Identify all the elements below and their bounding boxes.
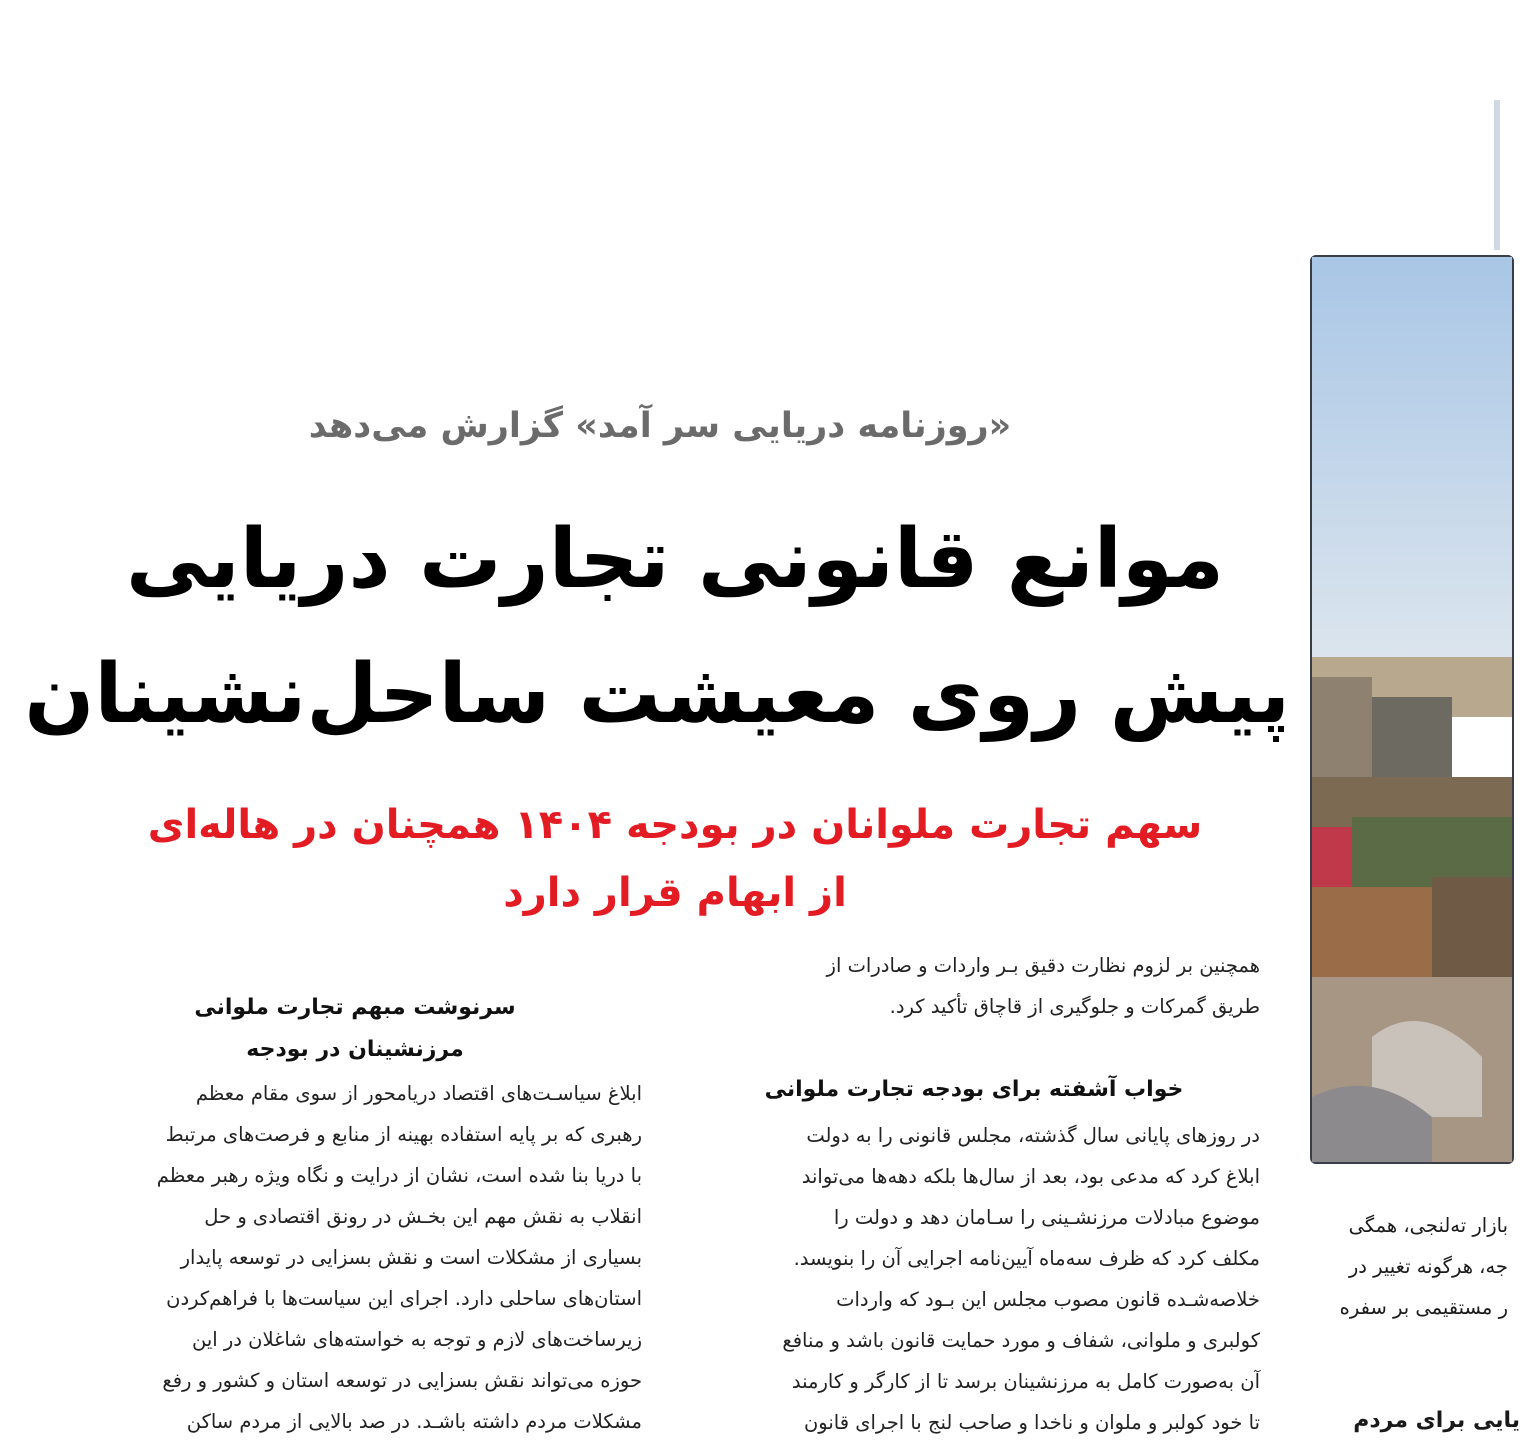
section-title-left-1: سرنوشت مبهم تجارت ملوانی (194, 995, 516, 1020)
body-line: آن به‌صورت کامل به مرزنشینان برسد تا از کارگر و کارمند (791, 1370, 1260, 1393)
body-line: ابلاغ کرد که مدعی بود، بعد از سال‌ها بلکه دهه‌ها می‌تواند (801, 1165, 1260, 1188)
column-left-body (68, 1073, 642, 1442)
intro-line: همچنین بر لزوم نظارت دقیق بـر واردات و صادرات از (826, 954, 1260, 977)
body-line: مکلف کرد که ظرف سه‌ماه آیین‌نامه اجرایی آن را بنویسد. (793, 1247, 1260, 1270)
body-line: کولبری و ملوانی، شفاف و مورد حمایت قانون باشد و منافع (782, 1329, 1260, 1352)
body-line: بسیاری از مشکلات است و نقش بسزایی در توسعه پایدار (180, 1246, 642, 1269)
body-line: ر مستقیمی بر سفره (1339, 1296, 1508, 1319)
intro-line: طریق گمرکات و جلوگیری از قاچاق تأکید کرد. (889, 995, 1260, 1018)
harbor-photo (1310, 255, 1514, 1164)
headline-line-1: موانع قانونی تجارت دریایی (125, 512, 1225, 607)
body-line: موضوع مبادلات مرزنشـینی را سـامان دهد و دولت را (833, 1206, 1260, 1229)
body-line: با دریا بنا شده است، نشان از درایت و نگاه ویژه رهبر معظم (156, 1164, 642, 1187)
body-line: خلاصه‌شـده قانون مصوب مجلس این بـود که واردات (836, 1288, 1260, 1311)
subheadline-line-1: سهم تجارت ملوانان در بودجه ۱۴۰۴ همچنان در هاله‌ای (147, 802, 1203, 848)
body-line: استان‌های ساحلی دارد. اجرای این سیاست‌ها با فراهم‌کردن (166, 1287, 642, 1310)
harbor-photo-illustration (1312, 257, 1512, 1162)
headline-line-2: پیش روی معیشت ساحل‌نشینان (24, 647, 1290, 742)
body-line: زیرساخت‌های لازم و توجه به خواسته‌های شاغلان در این (191, 1328, 642, 1351)
subheadline-line-2: از ابهام قرار دارد (503, 870, 847, 916)
section-title-right: یایی برای مردم (1353, 1408, 1520, 1433)
body-line: تا خود کولبر و ملوان و ناخدا و صاحب لنج با اجرای قانون (803, 1411, 1260, 1434)
body-line: رهبری که بر پایه استفاده بهینه از منابع و فرصت‌های مرتبط (165, 1123, 642, 1146)
section-title-left-2: مرزنشینان در بودجه (246, 1037, 464, 1062)
body-line: ابلاغ سیاسـت‌های اقتصاد دریامحور از سوی مقام معظم (195, 1082, 642, 1105)
body-line: بازار ته‌لنجی، همگی (1348, 1214, 1508, 1237)
body-line: در روزهای پایانی سال گذشته، مجلس قانونی را به دولت (806, 1124, 1260, 1147)
body-line: جه، هرگونه تغییر در (1348, 1255, 1508, 1278)
kicker: «روزنامه دریایی سر آمد» گزارش می‌دهد (308, 406, 1012, 446)
column-right (1308, 1205, 1508, 1328)
column-middle-body (688, 1115, 1260, 1443)
body-line: حوزه می‌تواند نقش بسزایی در توسعه استان و کشور و رفع (162, 1369, 642, 1392)
edge-decoration (1494, 100, 1500, 250)
section-title-middle: خواب آشفته برای بودجه تجارت ملوانی (764, 1077, 1184, 1102)
body-line: مشکلات مردم داشته باشـد. در صد بالایی از مردم ساکن (186, 1410, 642, 1433)
column-middle (688, 945, 1260, 1027)
body-line: انقلاب به نقش مهم این بخـش در رونق اقتصادی و حل (204, 1205, 642, 1228)
